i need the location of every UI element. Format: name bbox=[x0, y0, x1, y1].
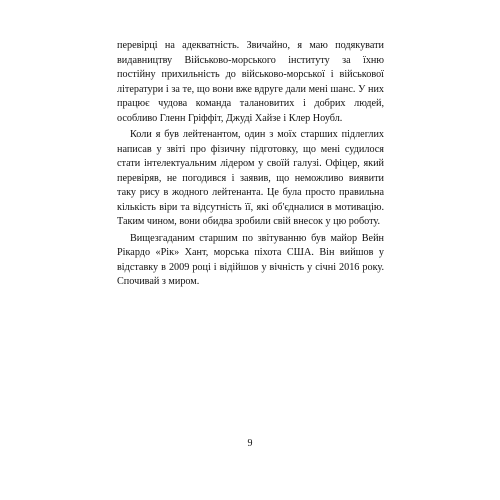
paragraph-major-hunt: Вищезгаданим старшим по звітуванню був майор Вейн Рікардо «Рік» Хант, морська піхота США. Він вийшов у відставку в 2009 році і відійшов у вічність у січні 2016 року. Спочивай з миром. bbox=[117, 232, 384, 287]
page-number: 9 bbox=[247, 438, 253, 449]
paragraph-lieutenant-story: Коли я був лейтенантом, один з моїх старших підлеглих написав у звіті про фізичну підготовку, що мені судилося стати інтелектуальним лідером у своїй галузі. Офіцер, який перевіряв, не погодився і заявив, що неможливо виявити таку рису в жодного лейтенанта. Це була просто правильна кількість віри та відсутність її, які об'єдналися в мотивацію. Таким чином, вони обидва зробили свій внесок у цю роботу. bbox=[117, 129, 384, 227]
body-text bbox=[117, 39, 384, 290]
paragraph-acknowledgements: перевірці на адекватність. Звичайно, я маю подякувати видавництву Військово-морського інституту за їхню постійну прихильність до військово-морської і військової літератури і за те, що вони вже вдруге дали мені шанс. У них працює чудова команда талановитих і добрих людей, особливо Гленн Гріффіт, Джуді Хайзе і Клер Ноубл. bbox=[117, 40, 384, 124]
